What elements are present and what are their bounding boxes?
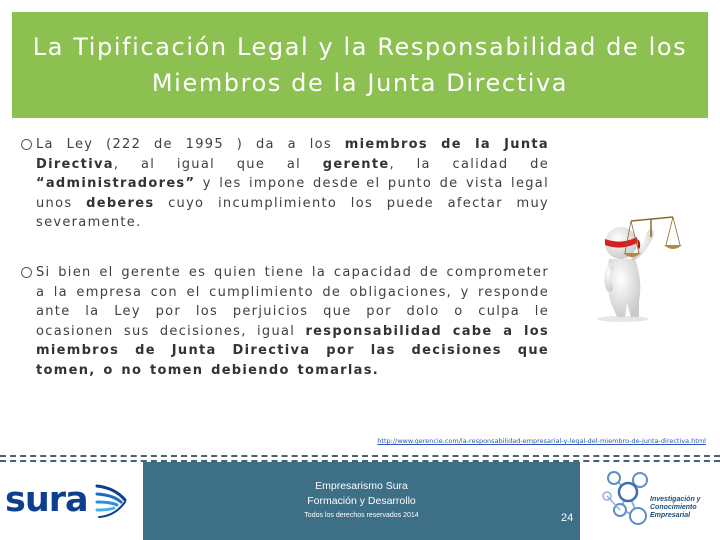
bullet-item-2 bbox=[21, 263, 549, 380]
slide-title: La Tipificación Legal y la Responsabilidad de los Miembros de la Junta Directiva bbox=[32, 33, 688, 97]
footer-box bbox=[143, 462, 580, 540]
bullet-text-1 bbox=[36, 135, 549, 233]
footer-divider-top bbox=[0, 455, 720, 457]
bullet1-bold-part: gerente bbox=[322, 156, 390, 172]
bullet1-text-part: La Ley (222 de 1995 ) da a los bbox=[36, 137, 345, 152]
bullet-item-1 bbox=[21, 135, 549, 233]
source-link[interactable]: http://www.gerencie.com/la-responsabilidad-empresarial-y-legal-del-miembro-de-junta-directiva.html bbox=[377, 437, 706, 445]
footer-company: Empresarismo Sura bbox=[315, 480, 408, 492]
footer-copyright: Todos los derechos reservados 2014 bbox=[304, 512, 419, 519]
bullet1-bold-part: “administradores” bbox=[36, 176, 196, 191]
investigacion-logo-line: Investigación y bbox=[650, 496, 701, 503]
bullet2-bold-part: responsabilidad cabe a los miembros de Junta Directiva por las decisiones que tomen, o no tomen debiendo tomarlas. bbox=[36, 323, 549, 378]
bullet1-bold-part: deberes bbox=[86, 195, 155, 211]
page-number: 24 bbox=[561, 512, 574, 524]
investigacion-logo-line: Conocimiento bbox=[650, 504, 697, 511]
bullet-text-2 bbox=[36, 263, 549, 380]
bullet1-bold-part: miembros de la Junta Directiva bbox=[36, 137, 550, 172]
sura-logo-text: sura bbox=[5, 480, 88, 520]
bullet1-text-part: , al igual que al bbox=[113, 156, 323, 172]
bullet1-text-part: cuyo incumplimiento los puede afectar muy severamente. bbox=[36, 195, 550, 230]
bullet1-text-part: y les impone desde el punto de vista legal unos bbox=[36, 176, 549, 211]
bullet-circle-icon bbox=[21, 267, 32, 278]
footer-department: Formación y Desarrollo bbox=[307, 495, 416, 507]
title-band bbox=[12, 12, 708, 118]
bullet-circle-icon bbox=[21, 139, 32, 150]
sura-swoosh-icon bbox=[93, 480, 129, 520]
justice-figure-icon bbox=[583, 203, 703, 323]
investigacion-logo-line: Empresarial bbox=[650, 512, 691, 519]
investigacion-logo bbox=[600, 466, 712, 532]
bullet2-text-part: Si bien el gerente es quien tiene la capacidad de comprometer a la empresa con el cumplimiento de obligaciones, y responde ante la Ley por los perjuicios que por dolo o culpa le ocasionen sus decisiones, igual bbox=[36, 265, 549, 339]
sura-logo bbox=[5, 475, 131, 525]
investigacion-logo-text bbox=[650, 496, 701, 520]
bullet1-text-part: , la calidad de bbox=[389, 156, 549, 172]
